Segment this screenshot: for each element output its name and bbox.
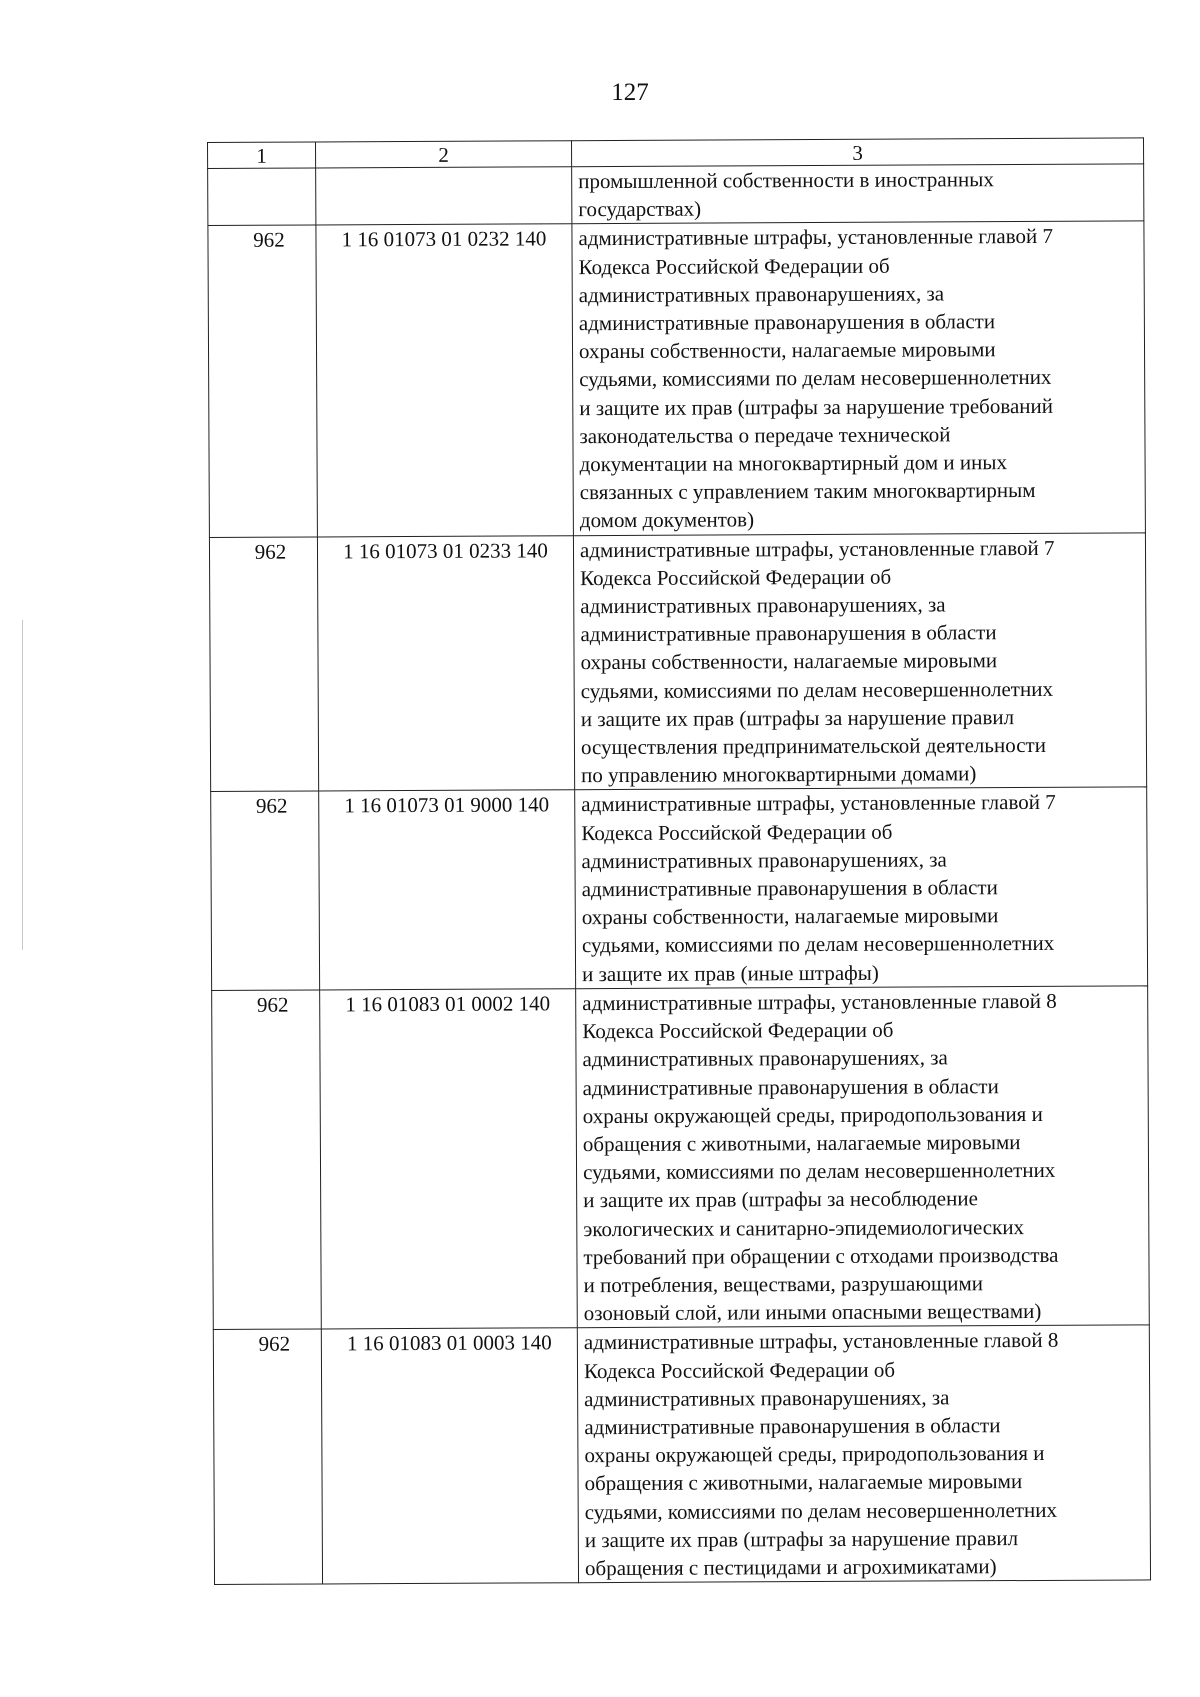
description-cell: административные штрафы, установленные главой 7 Кодекса Российской Федерации об административных правонарушениях, за административные правонарушения в области охраны собственности, налагаемые мировыми судьями, комиссиями по делам несовершеннолетних и защите их прав (штрафы за нарушение требований законодательства о передаче технической документации на многоквартирный дом и иных связанных с управлением таким многоквартирным домом документов) <box>572 221 1146 535</box>
page-number: 127 <box>611 79 649 106</box>
admin-code-cell: 962 <box>208 225 318 537</box>
budget-code-cell: 1 16 01083 01 0002 140 <box>320 989 578 1330</box>
budget-code-cell: 1 16 01073 01 0232 140 <box>316 224 574 536</box>
table-row <box>208 164 1144 226</box>
admin-code-cell: 962 <box>213 1329 322 1584</box>
header-cell-col1: 1 <box>208 142 316 169</box>
budget-code-cell: 1 16 01073 01 0233 140 <box>317 535 574 791</box>
budget-code-cell <box>316 167 572 226</box>
budget-code-cell: 1 16 01073 01 9000 140 <box>319 790 576 990</box>
table-row <box>211 787 1148 990</box>
table-row <box>213 1325 1150 1584</box>
table-row <box>209 533 1146 792</box>
description-cell: административные штрафы, установленные главой 8 Кодекса Российской Федерации об административных правонарушениях, за административные правонарушения в области охраны окружающей среды, природопользования и обращения с животными, налагаемые мировыми судьями, комиссиями по делам несовершеннолетних и защите их прав (штрафы за несоблюдение экологических и санитарно-эпидемиологических требований при обращении с отходами производства и потребления, веществами, разрушающими озоновый слой, или иными опасными веществами) <box>576 986 1150 1328</box>
budget-code-cell: 1 16 01083 01 0003 140 <box>321 1328 578 1584</box>
header-cell-col3: 3 <box>571 138 1143 167</box>
table-row <box>212 986 1150 1330</box>
fines-table <box>207 137 1151 1585</box>
description-cell: административные штрафы, установленные главой 7 Кодекса Российской Федерации об административных правонарушениях, за административные правонарушения в области охраны собственности, налагаемые мировыми судьями, комиссиями по делам несовершеннолетних и защите их прав (штрафы за нарушение правил осуществления предпринимательской деятельности по управлению многоквартирными домами) <box>573 533 1146 791</box>
description-cell: административные штрафы, установленные главой 7 Кодекса Российской Федерации об административных правонарушениях, за административные правонарушения в области охраны собственности, налагаемые мировыми судьями, комиссиями по делам несовершеннолетних и защите их прав (иные штрафы) <box>575 787 1148 988</box>
description-cell: промышленной собственности в иностранных государствах) <box>572 164 1144 224</box>
admin-code-cell: 962 <box>209 537 318 792</box>
admin-code-cell: 962 <box>211 791 320 990</box>
header-cell-col2: 2 <box>316 141 572 168</box>
description-cell: административные штрафы, установленные главой 8 Кодекса Российской Федерации об административных правонарушениях, за административные правонарушения в области охраны окружающей среды, природопользования и обращения с животными, налагаемые мировыми судьями, комиссиями по делам несовершеннолетних и защите их прав (штрафы за нарушение правил обращения с пестицидами и агрохимикатами) <box>577 1325 1150 1583</box>
table-row <box>208 221 1146 537</box>
scan-margin-mark <box>22 620 23 950</box>
admin-code-cell: 962 <box>212 990 322 1330</box>
admin-code-cell <box>208 168 316 226</box>
table-body <box>208 164 1151 1585</box>
